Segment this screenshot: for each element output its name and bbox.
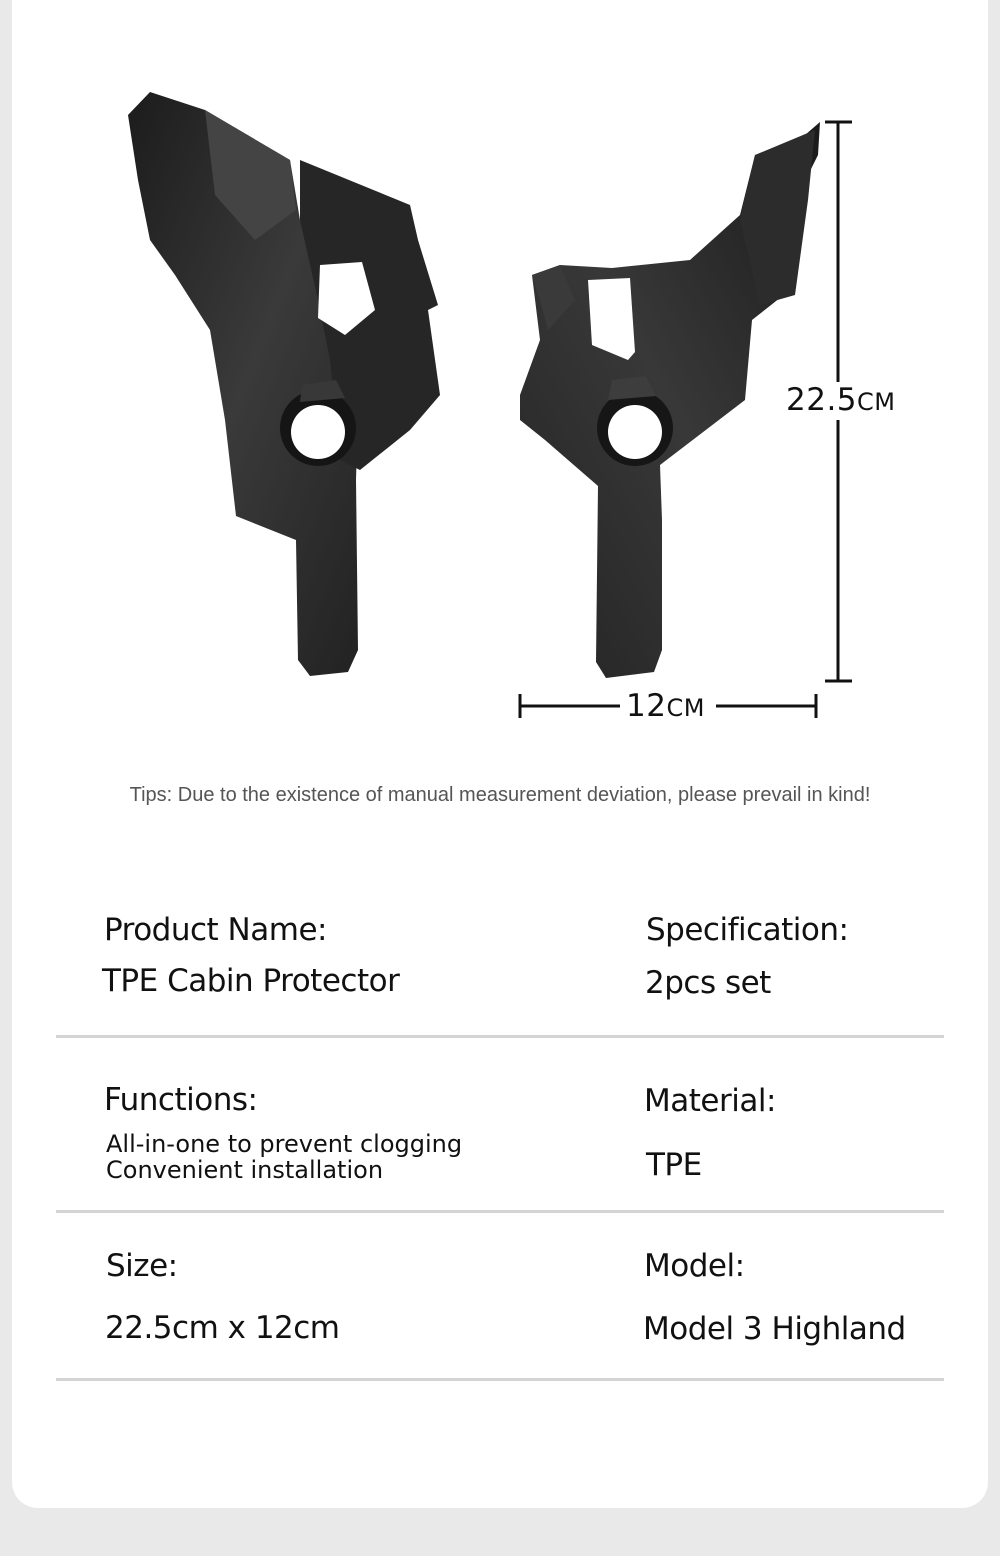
specification-value: 2pcs set	[645, 965, 771, 1001]
functions-line-2: Convenient installation	[106, 1156, 384, 1184]
width-unit: CM	[666, 694, 705, 722]
specification-label: Specification:	[646, 912, 849, 948]
divider	[56, 1035, 944, 1038]
height-dimension-label	[786, 382, 896, 418]
right-protector-piece	[520, 122, 820, 678]
material-value: TPE	[646, 1147, 702, 1183]
functions-line-1: All-in-one to prevent clogging	[106, 1130, 463, 1158]
measurement-tips: Tips: Due to the existence of manual measurement deviation, please prevail in kind!	[129, 784, 871, 806]
divider	[56, 1210, 944, 1213]
model-label: Model:	[644, 1248, 745, 1284]
height-value: 22.5	[786, 382, 858, 418]
product-name-value: TPE Cabin Protector	[102, 963, 400, 999]
product-name-label: Product Name:	[104, 912, 327, 948]
divider	[56, 1378, 944, 1381]
height-unit: CM	[857, 388, 896, 416]
functions-label: Functions:	[104, 1082, 258, 1118]
width-value: 12	[626, 688, 667, 724]
size-label: Size:	[106, 1248, 178, 1284]
material-label: Material:	[644, 1083, 776, 1119]
width-dimension-label	[626, 688, 705, 724]
size-value: 22.5cm x 12cm	[105, 1310, 340, 1346]
left-protector-piece	[128, 92, 440, 676]
model-value: Model 3 Highland	[643, 1311, 906, 1347]
product-image	[0, 0, 1000, 760]
